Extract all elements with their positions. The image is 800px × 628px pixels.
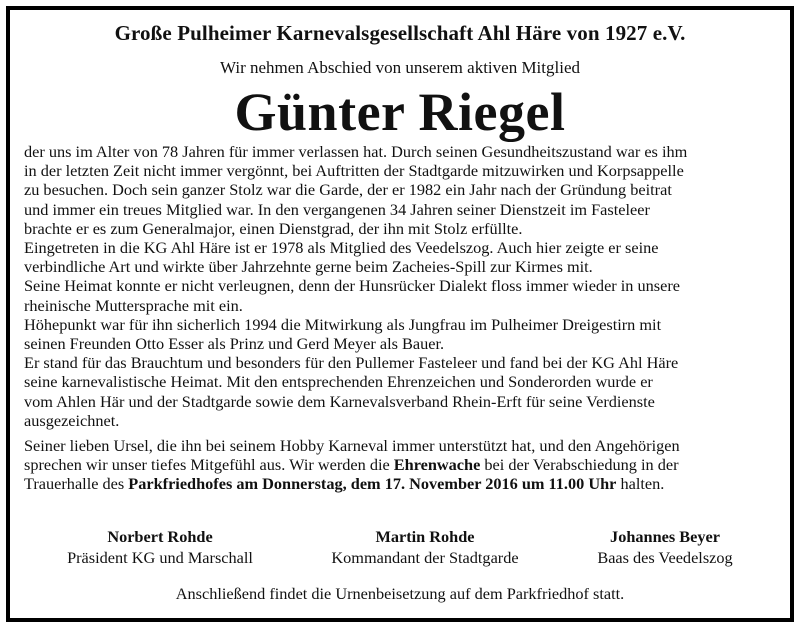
body-line: Höhepunkt war für ihn sicherlich 1994 die Mitwirkung als Jungfrau im Pulheimer Dreigestirn mit [24,314,662,334]
closing-line [24,455,784,474]
signatory-role: Präsident KG und Marschall [67,548,253,567]
obituary-body [24,142,784,494]
signatory-name: Martin Rohde [375,527,475,546]
burial-notice: Anschließend findet die Urnenbeisetzung auf dem Parkfriedhof statt. [175,584,625,603]
signatory-name: Norbert Rohde [107,527,213,546]
deceased-name: Günter Riegel [234,82,566,142]
body-line: zu besuchen. Doch sein ganzer Stolz war die Garde, der er 1982 ein Jahr nach der Gründung beitrat [24,180,672,200]
farewell-date-emphasis: Parkfriedhofes am Donnerstag, dem 17. November 2016 um 11.00 Uhr [128,474,617,494]
closing-text: sprechen wir unser tiefes Mitgefühl aus. Wir werden die [24,455,394,475]
body-line: vom Ahlen Här und der Stadtgarde sowie dem Karnevalsverband Rhein-Erft für seine Verdienste [24,391,655,411]
signatory-role: Baas des Veedelszog [597,548,733,567]
closing-line: Seiner lieben Ursel, die ihn bei seinem Hobby Karneval immer unterstützt hat, und den Angehörigen [24,436,680,456]
honor-guard-emphasis: Ehrenwache [393,455,481,475]
signature-block [40,526,280,568]
body-line: seine karnevalistische Heimat. Mit den entsprechenden Ehrenzeichen und Sonderorden wurde er [24,372,653,392]
organization-name: Große Pulheimer Karnevalsgesellschaft Ahl Häre von 1927 e.V. [114,21,686,45]
closing-line [24,474,784,493]
intro-line: Wir nehmen Abschied von unserem aktiven Mitglied [219,58,580,77]
body-line: rheinische Muttersprache mit ein. [24,295,243,315]
closing-paragraph [24,436,784,494]
signatory-role: Kommandant der Stadtgarde [331,548,519,567]
body-line: der uns im Alter von 78 Jahren für immer verlassen hat. Durch seinen Gesundheitszustand war es ihm [24,142,688,161]
body-line: Eingetreten in die KG Ahl Häre ist er 1978 als Mitglied des Veedelszog. Auch hier zeigte er seine [24,238,659,258]
body-line: Er stand für das Brauchtum und besonders für den Pullemer Fasteleer und fand bei der KG Ahl Häre [24,353,679,373]
closing-text: bei der Verabschiedung in der [480,455,679,475]
closing-text: Trauerhalle des [24,474,129,494]
body-line: ausgezeichnet. [24,410,120,430]
body-line: in der letzten Zeit nicht immer vergönnt, bei Auftritten der Stadtgarde mitzuwirken und Korpsappelle [24,161,684,181]
closing-text: halten. [616,474,665,494]
body-line: Seine Heimat konnte er nicht verleugnen, denn der Hunsrücker Dialekt floss immer wieder in unsere [24,276,681,296]
body-line: seinen Freunden Otto Esser als Prinz und Gerd Meyer als Bauer. [24,334,445,354]
body-line: brachte er es zum Generalmajor, einen Dienstgrad, der ihn mit Stolz erfüllte. [24,218,523,238]
body-line: verbindliche Art und wirkte über Jahrzehnte gerne beim Zacheies-Spill zur Kirmes mit. [24,257,593,277]
signatory-name: Johannes Beyer [610,527,720,546]
body-line: und immer ein treues Mitglied war. In den vergangenen 34 Jahren seiner Dienstzeit im Fasteleer [24,199,650,219]
signature-block [300,526,550,568]
signature-block [545,526,785,568]
